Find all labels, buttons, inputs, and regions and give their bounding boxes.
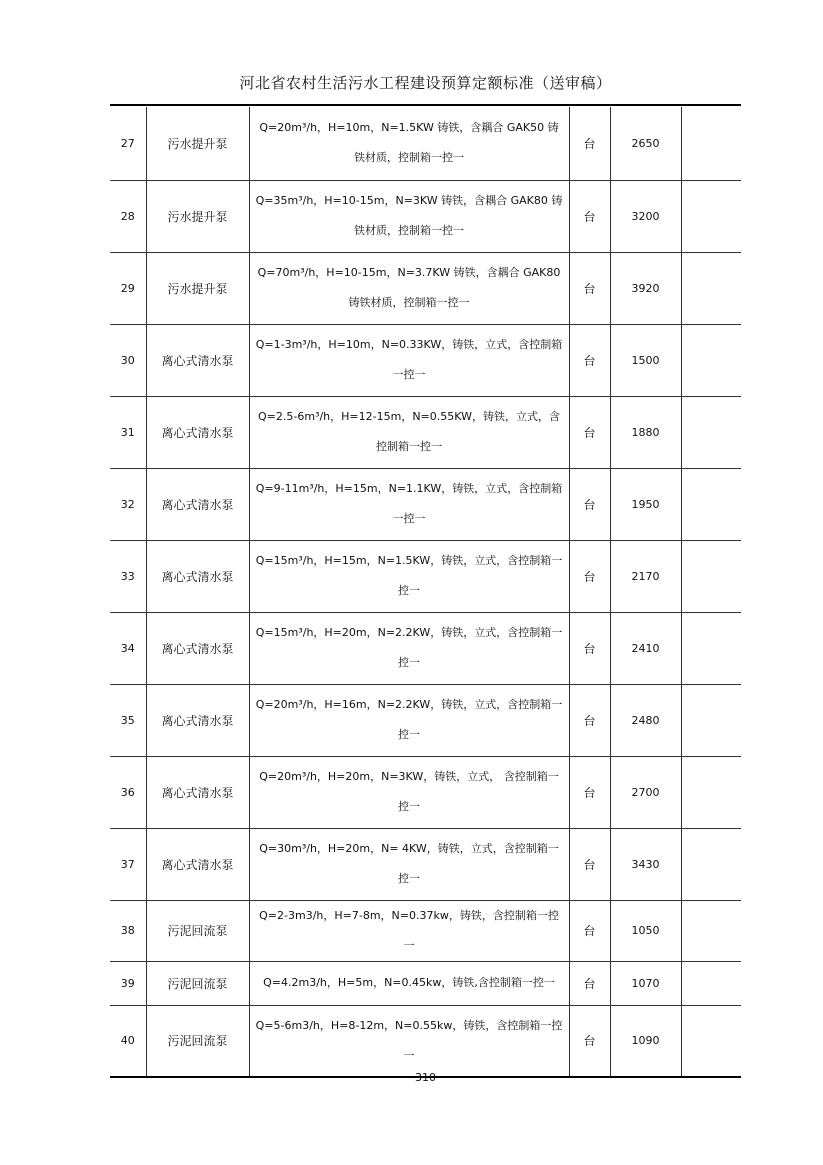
cell-spec: Q=30m³/h，H=20m，N= 4KW，铸铁，立式，含控制箱一控一 <box>249 828 569 900</box>
cell-remark <box>681 107 741 180</box>
cell-spec: Q=20m³/h，H=20m，N=3KW，铸铁，立式， 含控制箱一控一 <box>249 756 569 828</box>
cell-no: 40 <box>110 1005 146 1077</box>
cell-remark <box>681 828 741 900</box>
cell-name: 离心式清水泵 <box>146 756 249 828</box>
cell-spec: Q=15m³/h，H=15m，N=1.5KW，铸铁，立式，含控制箱一控一 <box>249 540 569 612</box>
cell-remark <box>681 756 741 828</box>
cell-unit: 台 <box>569 756 610 828</box>
header-rule <box>110 104 741 106</box>
cell-no: 36 <box>110 756 146 828</box>
cell-remark <box>681 180 741 252</box>
cell-name: 污泥回流泵 <box>146 900 249 961</box>
cell-no: 35 <box>110 684 146 756</box>
cell-spec: Q=35m³/h，H=10-15m，N=3KW 铸铁，含耦合 GAK80 铸铁材质，控制箱一控一 <box>249 180 569 252</box>
cell-price: 1880 <box>610 396 681 468</box>
cell-name: 离心式清水泵 <box>146 540 249 612</box>
cell-price: 3200 <box>610 180 681 252</box>
table-row <box>110 107 741 180</box>
cell-no: 39 <box>110 961 146 1005</box>
cell-spec: Q=20m³/h，H=10m，N=1.5KW 铸铁，含耦合 GAK50 铸铁材质，控制箱一控一 <box>249 107 569 180</box>
cell-unit: 台 <box>569 180 610 252</box>
table-row <box>110 828 741 900</box>
cell-price: 1950 <box>610 468 681 540</box>
cell-spec: Q=2-3m3/h，H=7-8m，N=0.37kw，铸铁，含控制箱一控一 <box>249 900 569 961</box>
cell-price: 1070 <box>610 961 681 1005</box>
cell-no: 30 <box>110 324 146 396</box>
cell-remark <box>681 900 741 961</box>
table-row <box>110 468 741 540</box>
cell-remark <box>681 252 741 324</box>
cell-spec: Q=1-3m³/h，H=10m，N=0.33KW，铸铁，立式，含控制箱一控一 <box>249 324 569 396</box>
cell-remark <box>681 684 741 756</box>
cell-remark <box>681 396 741 468</box>
cell-unit: 台 <box>569 396 610 468</box>
cell-unit: 台 <box>569 1005 610 1077</box>
cell-spec: Q=5-6m3/h，H=8-12m，N=0.55kw，铸铁，含控制箱一控一 <box>249 1005 569 1077</box>
cell-spec: Q=9-11m³/h，H=15m，N=1.1KW，铸铁，立式，含控制箱一控一 <box>249 468 569 540</box>
quota-table <box>110 107 741 1078</box>
cell-no: 38 <box>110 900 146 961</box>
cell-price: 2410 <box>610 612 681 684</box>
cell-no: 29 <box>110 252 146 324</box>
cell-unit: 台 <box>569 828 610 900</box>
cell-unit: 台 <box>569 468 610 540</box>
cell-spec: Q=2.5-6m³/h，H=12-15m，N=0.55KW，铸铁，立式，含控制箱一控一 <box>249 396 569 468</box>
cell-remark <box>681 961 741 1005</box>
cell-price: 3430 <box>610 828 681 900</box>
cell-spec: Q=20m³/h，H=16m，N=2.2KW，铸铁，立式，含控制箱一控一 <box>249 684 569 756</box>
table-row <box>110 180 741 252</box>
table-row <box>110 961 741 1005</box>
cell-name: 污泥回流泵 <box>146 961 249 1005</box>
cell-remark <box>681 468 741 540</box>
page-number: 310 <box>415 1071 436 1084</box>
cell-unit: 台 <box>569 900 610 961</box>
table-row <box>110 540 741 612</box>
page-title: 河北省农村生活污水工程建设预算定额标准（送审稿） <box>239 74 612 92</box>
cell-unit: 台 <box>569 612 610 684</box>
cell-name: 离心式清水泵 <box>146 684 249 756</box>
cell-price: 2700 <box>610 756 681 828</box>
cell-unit: 台 <box>569 961 610 1005</box>
cell-unit: 台 <box>569 540 610 612</box>
cell-name: 污泥回流泵 <box>146 1005 249 1077</box>
cell-name: 离心式清水泵 <box>146 612 249 684</box>
cell-name: 离心式清水泵 <box>146 324 249 396</box>
cell-no: 27 <box>110 107 146 180</box>
cell-name: 离心式清水泵 <box>146 468 249 540</box>
cell-name: 离心式清水泵 <box>146 396 249 468</box>
cell-remark <box>681 612 741 684</box>
cell-no: 31 <box>110 396 146 468</box>
table-row <box>110 756 741 828</box>
cell-no: 33 <box>110 540 146 612</box>
cell-price: 2480 <box>610 684 681 756</box>
cell-unit: 台 <box>569 107 610 180</box>
table-row <box>110 684 741 756</box>
table-row <box>110 324 741 396</box>
cell-spec: Q=4.2m3/h，H=5m，N=0.45kw，铸铁,含控制箱一控一 <box>249 961 569 1005</box>
cell-name: 污水提升泵 <box>146 252 249 324</box>
cell-remark <box>681 540 741 612</box>
cell-spec: Q=15m³/h，H=20m，N=2.2KW，铸铁，立式，含控制箱一控一 <box>249 612 569 684</box>
cell-price: 3920 <box>610 252 681 324</box>
table-row <box>110 900 741 961</box>
table-row <box>110 612 741 684</box>
cell-remark <box>681 1005 741 1077</box>
cell-unit: 台 <box>569 684 610 756</box>
cell-name: 污水提升泵 <box>146 107 249 180</box>
cell-name: 污水提升泵 <box>146 180 249 252</box>
cell-name: 离心式清水泵 <box>146 828 249 900</box>
cell-no: 32 <box>110 468 146 540</box>
table-row <box>110 1005 741 1077</box>
cell-price: 1500 <box>610 324 681 396</box>
cell-no: 28 <box>110 180 146 252</box>
table-row <box>110 396 741 468</box>
cell-price: 2650 <box>610 107 681 180</box>
cell-unit: 台 <box>569 252 610 324</box>
cell-no: 34 <box>110 612 146 684</box>
cell-price: 2170 <box>610 540 681 612</box>
cell-price: 1090 <box>610 1005 681 1077</box>
cell-spec: Q=70m³/h，H=10-15m，N=3.7KW 铸铁，含耦合 GAK80 铸铁材质，控制箱一控一 <box>249 252 569 324</box>
table-row <box>110 252 741 324</box>
cell-unit: 台 <box>569 324 610 396</box>
cell-no: 37 <box>110 828 146 900</box>
cell-price: 1050 <box>610 900 681 961</box>
cell-remark <box>681 324 741 396</box>
